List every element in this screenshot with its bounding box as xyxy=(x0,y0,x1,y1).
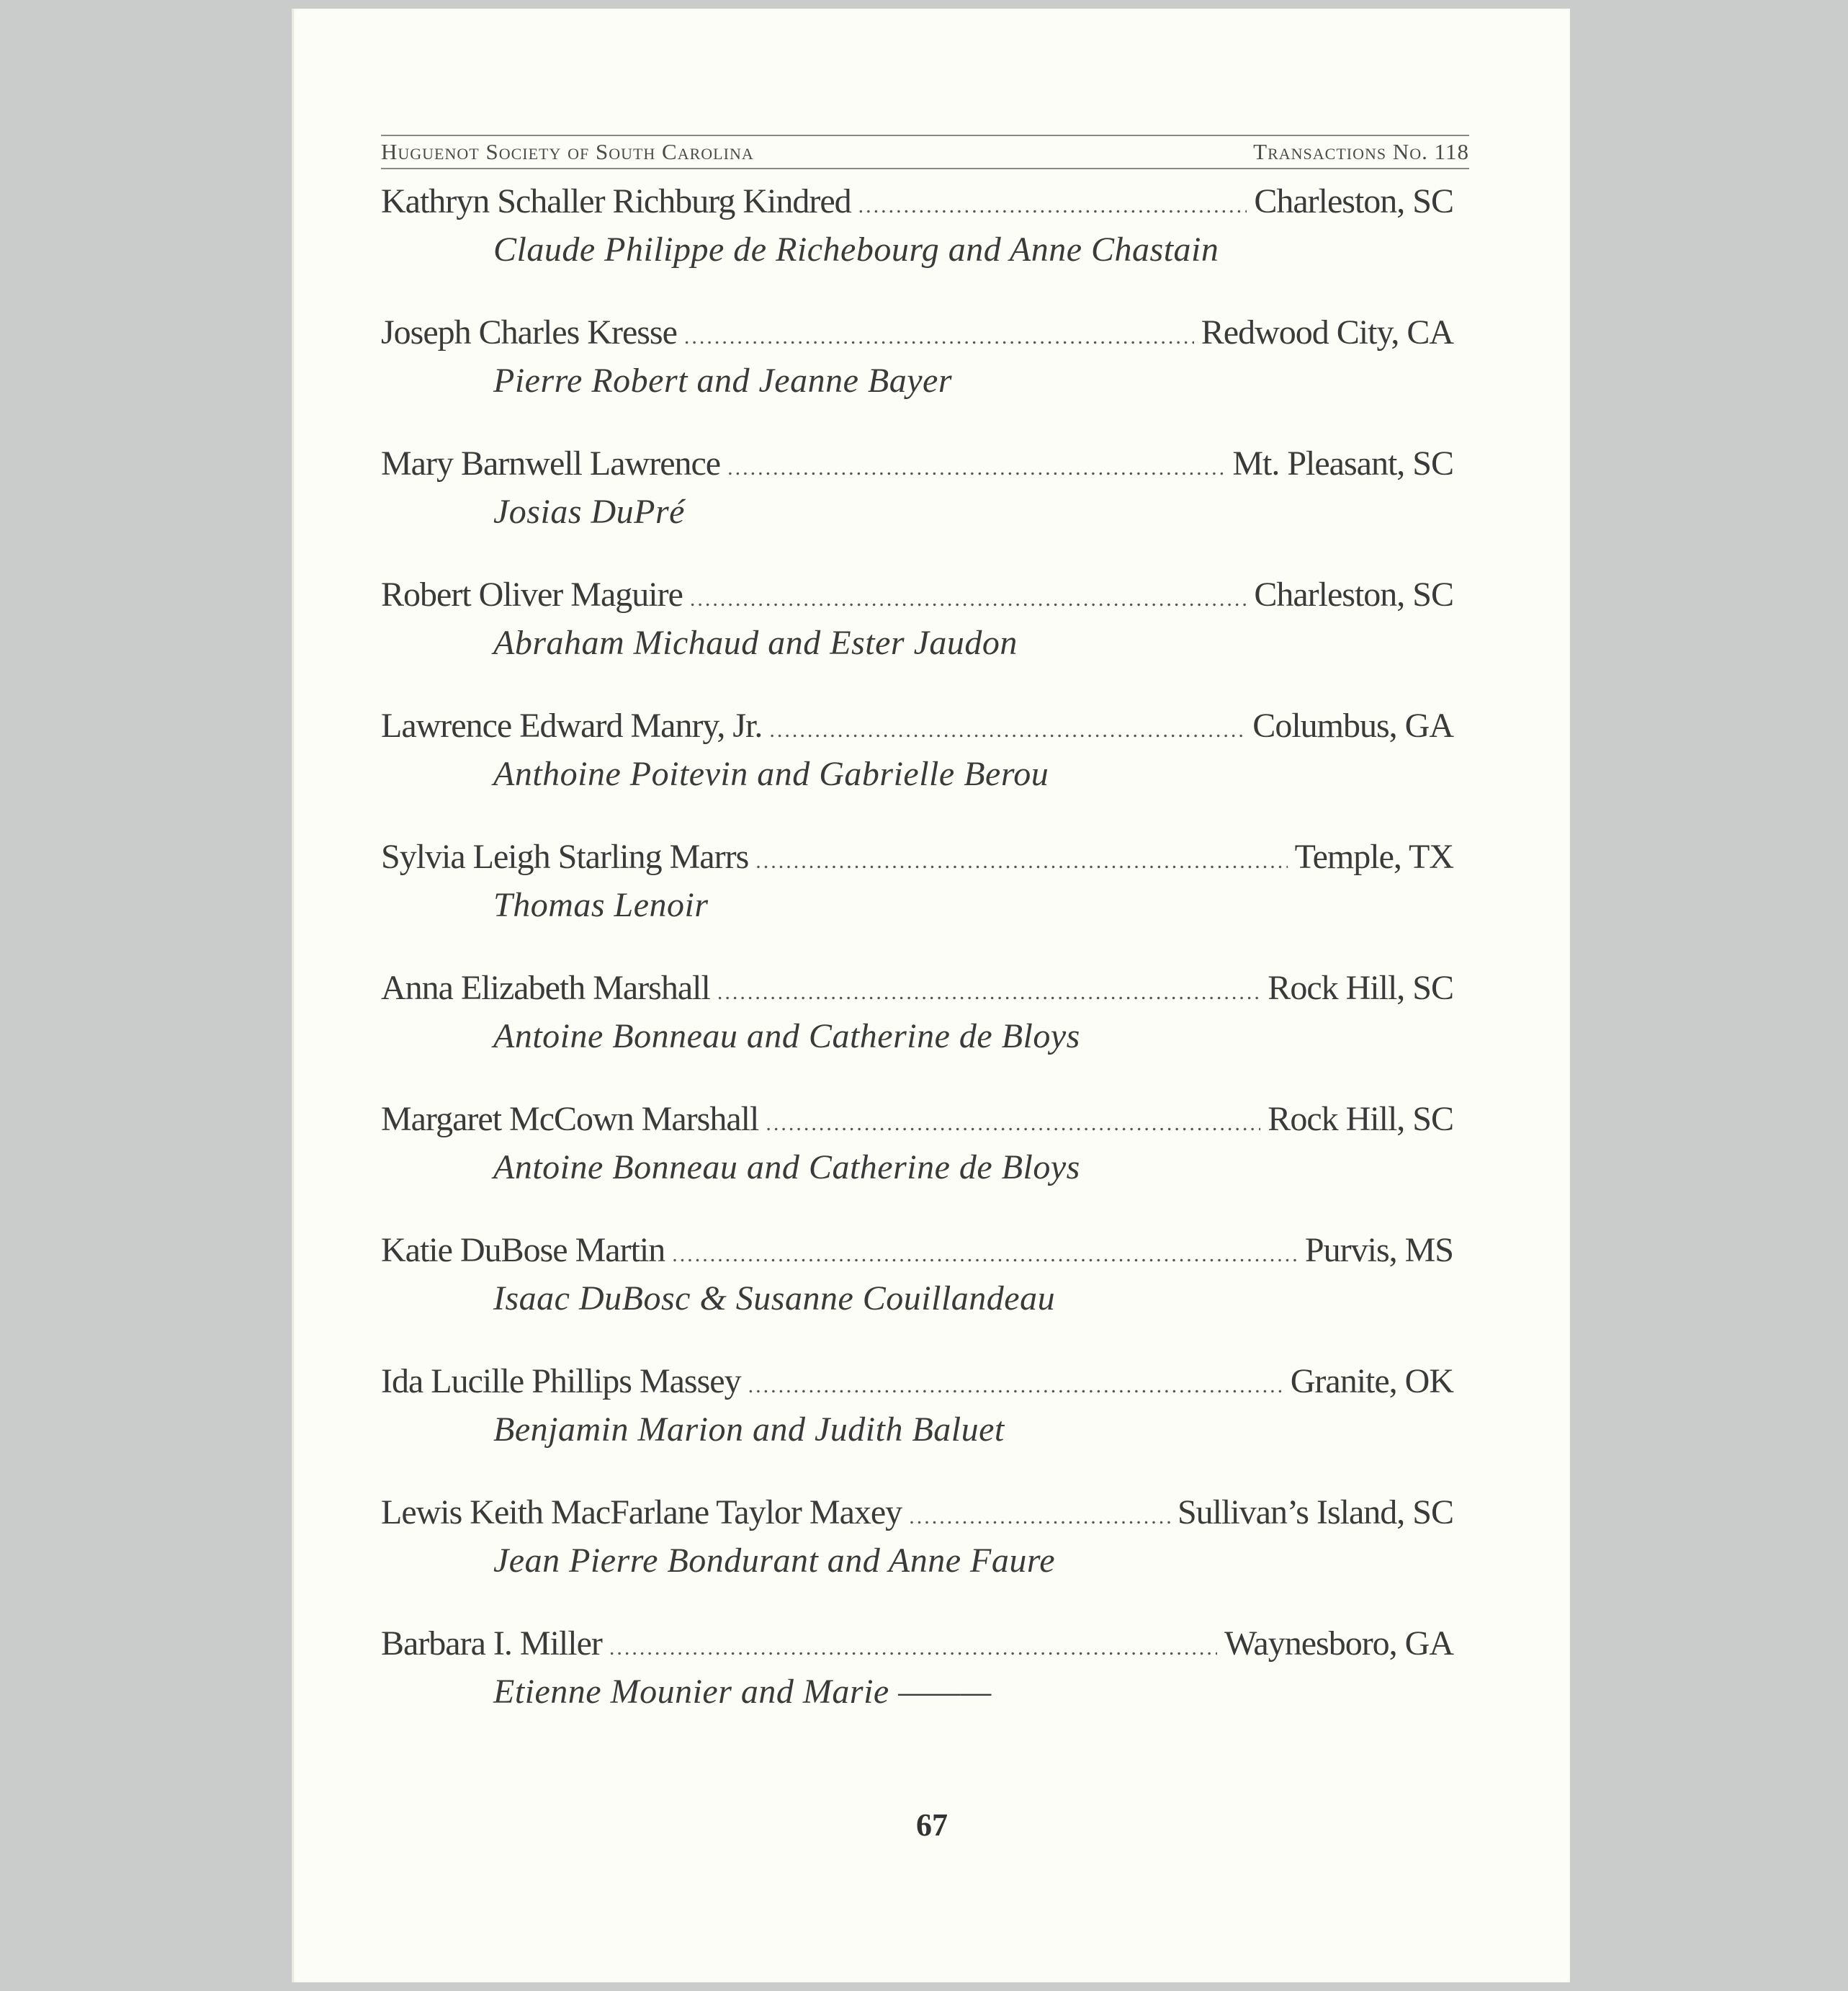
ancestor-names: Anthoine Poitevin and Gabrielle Berou xyxy=(493,755,1049,793)
member-location: Sullivan’s Island, SC xyxy=(1177,1493,1453,1531)
member-location: Redwood City, CA xyxy=(1201,313,1453,352)
dot-leader xyxy=(909,1491,1170,1543)
ancestor-names: Pierre Robert and Jeanne Bayer xyxy=(493,362,953,400)
document-page xyxy=(292,9,1570,1982)
ancestor-names: Claude Philippe de Richebourg and Anne Chastain xyxy=(493,231,1219,269)
dot-leader xyxy=(858,180,1247,232)
member-location: Granite, OK xyxy=(1290,1362,1453,1400)
member-name: Anna Elizabeth Marshall xyxy=(381,969,710,1007)
list-item xyxy=(381,1487,1453,1618)
list-item xyxy=(381,1356,1453,1487)
member-location: Waynesboro, GA xyxy=(1224,1624,1453,1663)
dot-leader xyxy=(755,836,1287,887)
ancestor-names: Etienne Mounier and Marie ——— xyxy=(493,1673,992,1711)
page-number: 67 xyxy=(916,1807,948,1843)
member-name: Ida Lucille Phillips Massey xyxy=(381,1362,741,1400)
running-header xyxy=(381,135,1469,169)
ancestor-names: Isaac DuBosc & Susanne Couillandeau xyxy=(493,1279,1056,1317)
list-item xyxy=(381,962,1453,1093)
dot-leader xyxy=(766,1098,1260,1150)
member-location: Rock Hill, SC xyxy=(1268,1100,1453,1138)
member-name: Kathryn Schaller Richburg Kindred xyxy=(381,182,851,220)
member-location: Charleston, SC xyxy=(1254,576,1453,614)
list-item xyxy=(381,569,1453,700)
list-item xyxy=(381,438,1453,569)
ancestor-names: Jean Pierre Bondurant and Anne Faure xyxy=(493,1542,1056,1580)
member-name: Margaret McCown Marshall xyxy=(381,1100,759,1138)
list-item xyxy=(381,831,1453,962)
dot-leader xyxy=(684,311,1194,363)
header-society-name: Huguenot Society of South Carolina xyxy=(381,139,754,164)
ancestor-names: Antoine Bonneau and Catherine de Bloys xyxy=(493,1148,1080,1186)
member-name: Barbara I. Miller xyxy=(381,1624,602,1663)
member-name: Sylvia Leigh Starling Marrs xyxy=(381,838,749,876)
dot-leader xyxy=(769,704,1245,756)
list-item xyxy=(381,700,1453,831)
dot-leader xyxy=(609,1622,1217,1674)
member-location: Rock Hill, SC xyxy=(1268,969,1453,1007)
member-name: Robert Oliver Maguire xyxy=(381,576,683,614)
ancestor-names: Abraham Michaud and Ester Jaudon xyxy=(493,624,1018,662)
ancestor-names: Benjamin Marion and Judith Baluet xyxy=(493,1410,1005,1449)
dot-leader xyxy=(727,442,1225,494)
dot-leader xyxy=(690,573,1247,625)
member-location: Purvis, MS xyxy=(1304,1231,1453,1269)
member-location: Temple, TX xyxy=(1294,838,1453,876)
dot-leader xyxy=(748,1360,1283,1412)
list-item xyxy=(381,176,1453,307)
member-list xyxy=(381,176,1453,1749)
ancestor-names: Antoine Bonneau and Catherine de Bloys xyxy=(493,1017,1080,1055)
member-name: Lawrence Edward Manry, Jr. xyxy=(381,707,763,745)
member-name: Mary Barnwell Lawrence xyxy=(381,444,721,483)
header-transactions-number: Transactions No. 118 xyxy=(1253,139,1469,164)
ancestor-names: Thomas Lenoir xyxy=(493,886,709,924)
dot-leader xyxy=(672,1229,1298,1281)
member-name: Joseph Charles Kresse xyxy=(381,313,677,352)
member-location: Charleston, SC xyxy=(1254,182,1453,220)
ancestor-names: Josias DuPré xyxy=(493,493,685,531)
list-item xyxy=(381,307,1453,438)
list-item xyxy=(381,1618,1453,1749)
list-item xyxy=(381,1093,1453,1225)
member-name: Lewis Keith MacFarlane Taylor Maxey xyxy=(381,1493,902,1531)
member-location: Columbus, GA xyxy=(1252,707,1453,745)
dot-leader xyxy=(717,967,1260,1019)
member-location: Mt. Pleasant, SC xyxy=(1232,444,1453,483)
list-item xyxy=(381,1225,1453,1356)
member-name: Katie DuBose Martin xyxy=(381,1231,665,1269)
